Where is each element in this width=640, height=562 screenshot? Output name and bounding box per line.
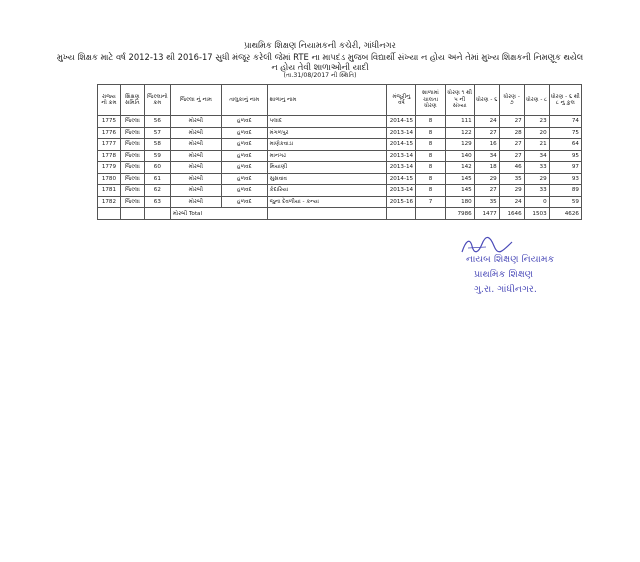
cell-district: મોરબી: [170, 127, 221, 139]
cell-std-6: 27: [474, 127, 499, 139]
col-header-approval-year: મંજૂરીનુ વર્ષ: [387, 85, 416, 116]
cell-committee: જિલ્લા: [120, 196, 144, 208]
cell-taluka: હળવદ: [221, 116, 267, 128]
cell-standards: 8: [416, 150, 445, 162]
cell-std-6-8: 74: [549, 116, 581, 128]
cell-district: મોરબી: [170, 116, 221, 128]
cell-std-8: 29: [524, 173, 549, 185]
col-header-education-committee: શિક્ષણ સમિતિ: [120, 85, 144, 116]
table-row: [98, 185, 582, 197]
cell-district-serial: 60: [144, 162, 170, 174]
cell-district-serial: 61: [144, 173, 170, 185]
total-row: [98, 208, 582, 220]
cell-district: મોરબી: [170, 139, 221, 151]
col-header-std-7: ધોરણ - ૭: [499, 85, 524, 116]
cell-std-1-5: 140: [445, 150, 474, 162]
empty-cell: [144, 208, 170, 220]
cell-std-6-8: 93: [549, 173, 581, 185]
cell-std-8: 33: [524, 185, 549, 197]
table-row: [98, 127, 582, 139]
cell-std-1-5: 122: [445, 127, 474, 139]
status-date: (તા.31/08/2017 ની સ્થિતિ): [283, 72, 357, 79]
cell-standards: 8: [416, 116, 445, 128]
cell-school: જુના દેવળીયા - કન્યા: [267, 196, 387, 208]
cell-std-7: 27: [499, 139, 524, 151]
total-std-7: 1646: [499, 208, 524, 220]
signatory-location: ગુ.રા. ગાંધીનગર.: [474, 284, 537, 295]
table-row: [98, 116, 582, 128]
cell-school: પલાદ: [267, 116, 387, 128]
col-header-std-6: ધોરણ - ૬: [474, 85, 499, 116]
cell-standards: 8: [416, 127, 445, 139]
empty-cell: [267, 208, 387, 220]
table-row: [98, 150, 582, 162]
empty-cell: [387, 208, 416, 220]
cell-std-7: 35: [499, 173, 524, 185]
cell-committee: જિલ્લા: [120, 116, 144, 128]
cell-std-7: 29: [499, 185, 524, 197]
cell-std-6-8: 75: [549, 127, 581, 139]
cell-std-1-5: 145: [445, 185, 474, 197]
cell-school: મંગળપુર: [267, 127, 387, 139]
cell-committee: જિલ્લા: [120, 185, 144, 197]
cell-std-7: 27: [499, 150, 524, 162]
cell-district: મોરબી: [170, 162, 221, 174]
signatory-designation: નાયબ શિક્ષણ નિયામક: [466, 254, 555, 265]
office-title: પ્રાથમિક શિક્ષણ નિયામકની કચેરી, ગાંધીનગર: [244, 40, 396, 50]
cell-std-8: 34: [524, 150, 549, 162]
cell-std-6-8: 59: [549, 196, 581, 208]
col-header-school-name: શાળાનુ નામ: [267, 85, 387, 116]
cell-std-6-8: 95: [549, 150, 581, 162]
cell-std-8: 0: [524, 196, 549, 208]
total-std-6: 1477: [474, 208, 499, 220]
cell-year: 2014-15: [387, 139, 416, 151]
cell-std-6-8: 64: [549, 139, 581, 151]
cell-school: કેદારિયા: [267, 185, 387, 197]
col-header-std-6-8-total: ધોરણ - ૬ થી ૮ નુ કુલ: [549, 85, 581, 116]
col-header-std-8: ધોરણ - ૮: [524, 85, 549, 116]
empty-cell: [416, 208, 445, 220]
cell-district: મોરબી: [170, 173, 221, 185]
cell-std-1-5: 145: [445, 173, 474, 185]
empty-cell: [120, 208, 144, 220]
cell-district-serial: 58: [144, 139, 170, 151]
cell-taluka: હળવદ: [221, 162, 267, 174]
table-row: [98, 173, 582, 185]
col-header-taluka-name: તાલુકાનું નામ: [221, 85, 267, 116]
cell-year: 2015-16: [387, 196, 416, 208]
cell-taluka: હળવદ: [221, 150, 267, 162]
cell-year: 2014-15: [387, 173, 416, 185]
cell-state-serial: 1780: [98, 173, 121, 185]
cell-std-7: 24: [499, 196, 524, 208]
cell-state-serial: 1777: [98, 139, 121, 151]
cell-std-1-5: 111: [445, 116, 474, 128]
cell-school: માણેકવાડા: [267, 139, 387, 151]
cell-standards: 8: [416, 173, 445, 185]
cell-std-8: 20: [524, 127, 549, 139]
total-std-1-5: 7986: [445, 208, 474, 220]
col-header-district-serial: જિલ્લાનો ક્રમ: [144, 85, 170, 116]
table-header-row: [98, 85, 582, 116]
cell-district-serial: 56: [144, 116, 170, 128]
cell-district: મોરબી: [170, 185, 221, 197]
cell-district: મોરબી: [170, 150, 221, 162]
cell-standards: 7: [416, 196, 445, 208]
cell-school: સુસવાવ: [267, 173, 387, 185]
cell-taluka: હળવદ: [221, 173, 267, 185]
total-std-8: 1503: [524, 208, 549, 220]
cell-std-6: 35: [474, 196, 499, 208]
cell-district-serial: 59: [144, 150, 170, 162]
col-header-std-1-5-count: ધોરણ ૧ થી ૫ ની સંખ્યા: [445, 85, 474, 116]
cell-school: મિયાણી: [267, 162, 387, 174]
cell-std-6: 29: [474, 173, 499, 185]
cell-standards: 8: [416, 185, 445, 197]
col-header-standards-running: શાળામાં ચાલતા ધોરણ: [416, 85, 445, 116]
cell-committee: જિલ્લા: [120, 139, 144, 151]
cell-std-6: 24: [474, 116, 499, 128]
cell-std-7: 46: [499, 162, 524, 174]
cell-state-serial: 1778: [98, 150, 121, 162]
cell-taluka: હળવદ: [221, 127, 267, 139]
table-row: [98, 162, 582, 174]
cell-std-6: 27: [474, 185, 499, 197]
cell-std-8: 33: [524, 162, 549, 174]
cell-std-7: 27: [499, 116, 524, 128]
cell-committee: જિલ્લા: [120, 173, 144, 185]
cell-district-serial: 63: [144, 196, 170, 208]
cell-year: 2013-14: [387, 150, 416, 162]
cell-std-6: 16: [474, 139, 499, 151]
cell-district: મોરબી: [170, 196, 221, 208]
col-header-state-serial: રાજ્ય નો ક્રમ: [98, 85, 121, 116]
schools-table: [97, 84, 582, 220]
cell-year: 2013-14: [387, 162, 416, 174]
cell-std-7: 28: [499, 127, 524, 139]
col-header-district-name: જિલ્લા નું નામ: [170, 85, 221, 116]
cell-std-6-8: 89: [549, 185, 581, 197]
document-title-line-1: મુખ્ય શિક્ષક માટે વર્ષ 2012-13 થી 2016-17 સુધી મંજૂર કરેલી જેમાં RTE ના માપદંડ મુજબ વિદ્યાર્થી સંખ્યા ન હોય અને તેમાં મુખ્ય શિક્ષકની નિમણૂક થયેલ: [56, 52, 584, 62]
cell-school: માનગઢ: [267, 150, 387, 162]
cell-district-serial: 57: [144, 127, 170, 139]
cell-std-6: 18: [474, 162, 499, 174]
cell-committee: જિલ્લા: [120, 162, 144, 174]
cell-std-1-5: 129: [445, 139, 474, 151]
cell-std-6-8: 97: [549, 162, 581, 174]
table-row: [98, 196, 582, 208]
cell-std-1-5: 180: [445, 196, 474, 208]
total-std-6-8: 4626: [549, 208, 581, 220]
signature-scribble: [460, 236, 514, 256]
table-row: [98, 139, 582, 151]
cell-year: 2013-14: [387, 185, 416, 197]
cell-standards: 8: [416, 139, 445, 151]
empty-cell: [98, 208, 121, 220]
cell-state-serial: 1782: [98, 196, 121, 208]
total-label: મોરબી Total: [170, 208, 267, 220]
cell-district-serial: 62: [144, 185, 170, 197]
cell-standards: 8: [416, 162, 445, 174]
cell-state-serial: 1775: [98, 116, 121, 128]
cell-state-serial: 1779: [98, 162, 121, 174]
cell-year: 2013-14: [387, 127, 416, 139]
cell-std-1-5: 142: [445, 162, 474, 174]
cell-taluka: હળવદ: [221, 196, 267, 208]
cell-std-8: 23: [524, 116, 549, 128]
cell-year: 2014-15: [387, 116, 416, 128]
cell-std-6: 34: [474, 150, 499, 162]
cell-state-serial: 1776: [98, 127, 121, 139]
cell-taluka: હળવદ: [221, 139, 267, 151]
cell-state-serial: 1781: [98, 185, 121, 197]
signatory-department: પ્રાથમિક શિક્ષણ: [474, 269, 534, 280]
cell-std-8: 21: [524, 139, 549, 151]
cell-committee: જિલ્લા: [120, 150, 144, 162]
cell-taluka: હળવદ: [221, 185, 267, 197]
cell-committee: જિલ્લા: [120, 127, 144, 139]
document-title-line-2: ન હોય તેવી શાળાઓની યાદી: [271, 62, 369, 72]
